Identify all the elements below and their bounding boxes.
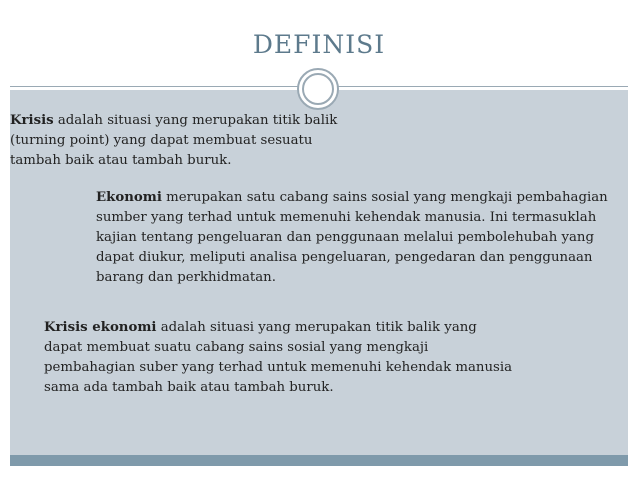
term-ekonomi: Ekonomi xyxy=(96,190,162,205)
definition-ekonomi xyxy=(96,188,616,288)
definition-krisis-text: adalah situasi yang merupakan titik balik (turning point) yang dapat membuat sesuatu tambah baik atau tambah buruk. xyxy=(10,113,338,168)
definition-krisis-ekonomi-text: adalah situasi yang merupakan titik balik yang dapat membuat suatu cabang sains sosial yang mengkaji pembahagian suber yang terhad untuk memenuhi kehendak manusia sama ada tambah baik atau tambah buruk. xyxy=(44,320,513,395)
definition-ekonomi-text: merupakan satu cabang sains sosial yang mengkaji pembahagian sumber yang terhad untuk memenuhi kehendak manusia. Ini termasuklah kajian tentang pengeluaran dan penggunaan melalui pembolehubah yang dapat diukur, meliputi analisa pengeluaran, pengedaran dan penggunaan barang dan perkhidmatan. xyxy=(96,190,608,285)
bottom-band xyxy=(10,455,628,466)
definition-krisis-ekonomi xyxy=(44,318,514,398)
slide-title: DEFINISI xyxy=(252,30,386,59)
term-krisis: Krisis xyxy=(10,113,54,128)
double-circle-ornament-icon xyxy=(296,67,340,111)
term-krisis-ekonomi: Krisis ekonomi xyxy=(44,320,157,335)
definition-krisis xyxy=(10,111,340,171)
